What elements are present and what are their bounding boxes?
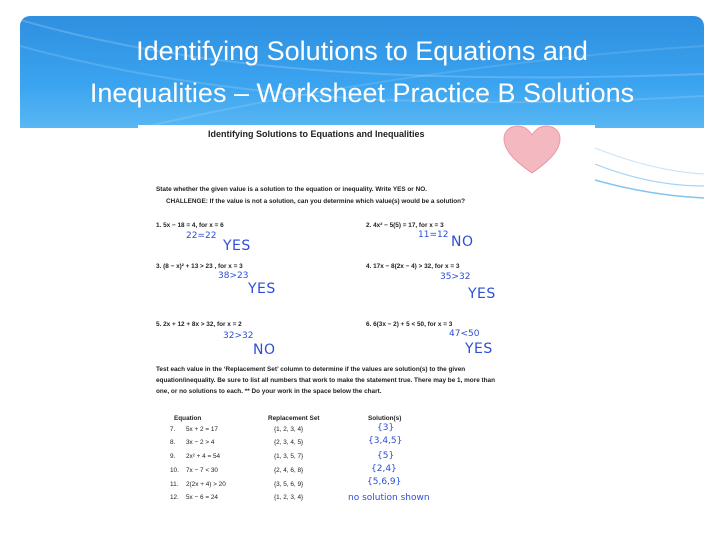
row-number: 11. (170, 481, 179, 488)
row-replacement-set: {1, 3, 5, 7} (274, 453, 304, 460)
problem-2: 2. 4x² − 5(5) = 17, for x = 3 (366, 222, 444, 229)
slide-title (20, 30, 704, 114)
row-number: 8. (170, 439, 176, 446)
row-equation: 7x − 7 < 30 (186, 467, 218, 474)
worksheet-title: Identifying Solutions to Equations and Inequalities (208, 129, 425, 139)
row-replacement-set: {1, 2, 3, 4} (274, 426, 304, 433)
row-replacement-set: {2, 3, 4, 5} (274, 439, 304, 446)
section2-line1: Test each value in the ‘Replacement Set’ column to determine if the values are solution(s) to the given (156, 366, 466, 373)
row-replacement-set: {2, 4, 6, 8} (274, 467, 304, 474)
problem-6-answer: YES (465, 341, 493, 357)
row-number: 7. (170, 426, 176, 433)
problem-6-work: 47<50 (449, 329, 480, 339)
row-solution: {5,6,9} (367, 477, 402, 487)
problem-6: 6. 6(3x − 2) + 5 < 50, for x = 3 (366, 321, 453, 328)
problem-1: 1. 5x − 18 = 4, for x = 6 (156, 222, 224, 229)
section2-line3: one, or no solutions to each. ** Do your work in the space below the chart. (156, 388, 382, 395)
row-equation: 2(2x + 4) > 20 (186, 481, 226, 488)
table-header-solutions: Solution(s) (368, 415, 402, 422)
row-number: 10. (170, 467, 179, 474)
problem-3-work: 38>23 (218, 271, 249, 281)
problem-4-answer: YES (468, 286, 496, 302)
row-equation: 2x² + 4 = 54 (186, 453, 221, 460)
row-solution: {2,4} (371, 464, 397, 474)
problem-1-work: 22=22 (186, 231, 217, 241)
slide-title-line2: Inequalities – Worksheet Practice B Solutions (89, 78, 635, 108)
problem-5: 5. 2x + 12 + 8x > 32, for x = 2 (156, 321, 242, 328)
problem-4: 4. 17x − 8(2x − 4) > 32, for x = 3 (366, 263, 460, 270)
row-replacement-set: {3, 5, 6, 9} (274, 481, 304, 488)
problem-5-work: 32>32 (223, 331, 254, 341)
table-header-equation: Equation (174, 415, 202, 422)
row-solution: no solution shown (348, 493, 430, 503)
row-equation: 3x − 2 > 4 (186, 439, 215, 446)
problem-5-answer: NO (253, 342, 276, 358)
problem-2-answer: NO (451, 234, 474, 250)
problem-4-work: 35>32 (440, 272, 471, 282)
row-replacement-set: {1, 2, 3, 4} (274, 494, 304, 501)
row-number: 9. (170, 453, 176, 460)
banner-swoosh (595, 128, 704, 208)
heart-icon (502, 125, 562, 177)
slide-title-line1: Identifying Solutions to Equations and (136, 36, 588, 66)
row-solution: {3,4,5} (368, 436, 403, 446)
section2-line2: equation/inequality. Be sure to list all numbers that work to make the statement true. There may be 1, more than (156, 377, 496, 384)
problem-3-answer: YES (248, 281, 276, 297)
problem-1-answer: YES (223, 238, 251, 254)
row-solution: {5} (377, 451, 395, 461)
row-solution: {3} (377, 423, 395, 433)
row-equation: 5x − 6 = 24 (186, 494, 218, 501)
problem-3: 3. (8 − x)² + 13 > 23 , for x = 3 (156, 263, 243, 270)
row-number: 12. (170, 494, 179, 501)
challenge-text: CHALLENGE: If the value is not a solution, can you determine which value(s) would be a solution? (166, 198, 465, 205)
row-equation: 5x + 2 = 17 (186, 426, 218, 433)
worksheet (138, 125, 595, 510)
table-header-replacement-set: Replacement Set (268, 415, 320, 422)
problem-2-work: 11=12 (418, 230, 449, 240)
instructions: State whether the given value is a solution to the equation or inequality. Write YES or NO. (156, 186, 427, 193)
